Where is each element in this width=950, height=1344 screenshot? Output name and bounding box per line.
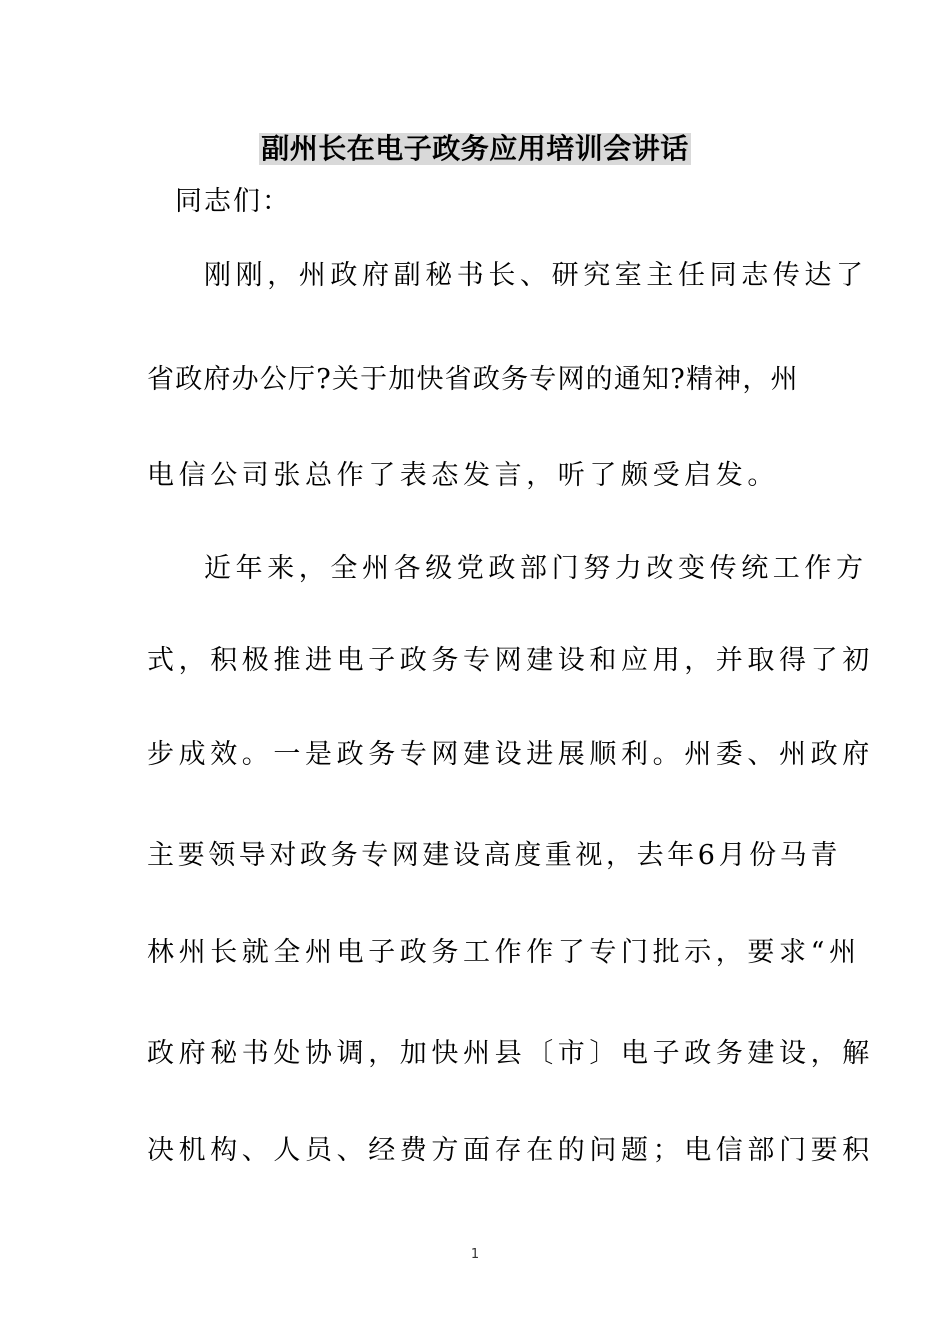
- paragraph-line: 省政府办公厅?关于加快省政务专网的通知?精神，州: [147, 364, 799, 395]
- salutation: 同志们：: [175, 186, 291, 217]
- title-container: [0, 133, 950, 165]
- paragraph-line: 式，积极推进电子政务专网建设和应用，并取得了初: [147, 645, 874, 676]
- paragraph-line: 步成效。一是政务专网建设进展顺利。州委、州政府: [147, 739, 874, 770]
- document-title: 副州长在电子政务应用培训会讲话: [261, 132, 689, 165]
- paragraph-line: 决机构、人员、经费方面存在的问题；电信部门要积: [147, 1135, 874, 1166]
- paragraph-line: 政府秘书处协调，加快州县〔市〕电子政务建设，解: [147, 1038, 874, 1069]
- page-number: 1: [470, 1247, 480, 1262]
- paragraph-line: 电信公司张总作了表态发言，听了颇受启发。: [147, 460, 779, 491]
- paragraph-line: 林州长就全州电子政务工作作了专门批示，要求“州: [147, 937, 861, 968]
- paragraph-line: 主要领导对政务专网建设高度重视，去年6月份马青: [147, 840, 841, 871]
- paragraph-line: 刚刚，州政府副秘书长、研究室主任同志传达了: [204, 260, 868, 291]
- paragraph-line: 近年来，全州各级党政部门努力改变传统工作方: [204, 553, 868, 584]
